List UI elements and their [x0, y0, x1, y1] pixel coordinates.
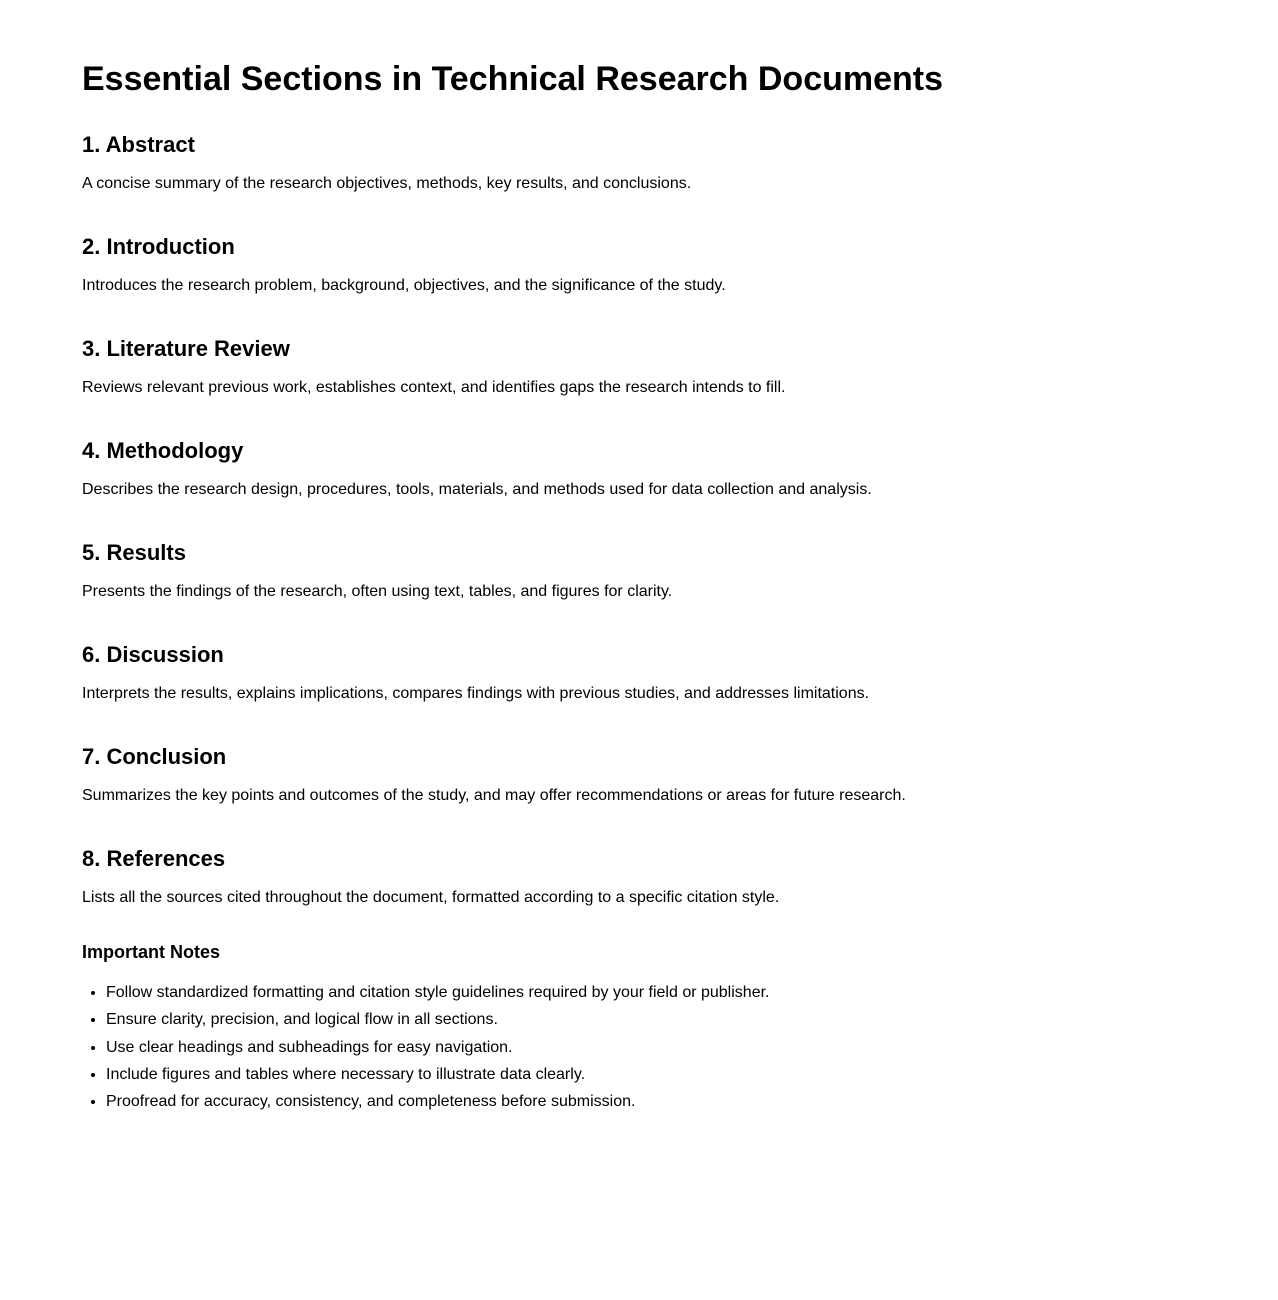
- page-title: Essential Sections in Technical Research Documents: [82, 60, 944, 98]
- list-item: • Follow standardized formatting and citation style guidelines required by your field or publisher.: [106, 979, 1278, 1006]
- section-heading: 7. Conclusion: [82, 744, 227, 769]
- section-text: Summarizes the key points and outcomes of the study, and may offer recommendations or areas for future research.: [82, 787, 906, 804]
- section-references: [82, 844, 1278, 946]
- list-item: • Ensure clarity, precision, and logical flow in all sections.: [106, 1006, 1278, 1033]
- section-heading: 3. Literature Review: [82, 336, 290, 361]
- notes-list: [82, 979, 1278, 1115]
- section-heading: 1. Abstract: [82, 132, 195, 157]
- section-text: Presents the findings of the research, often using text, tables, and figures for clarity.: [82, 583, 673, 600]
- section-heading: 6. Discussion: [82, 642, 224, 667]
- sections-list: [82, 130, 1278, 946]
- section-text: Lists all the sources cited throughout the document, formatted according to a specific citation style.: [82, 889, 780, 906]
- list-item: • Proofread for accuracy, consistency, and completeness before submission.: [106, 1088, 1278, 1115]
- section-text: A concise summary of the research objectives, methods, key results, and conclusions.: [82, 175, 692, 192]
- section-heading: 5. Results: [82, 540, 186, 565]
- section-results: [82, 538, 1278, 640]
- section-abstract: [82, 130, 1278, 232]
- section-literature-review: [82, 334, 1278, 436]
- important-notes: [82, 940, 1278, 1115]
- section-discussion: [82, 640, 1278, 742]
- section-text: Reviews relevant previous work, establishes context, and identifies gaps the research intends to fill.: [82, 379, 786, 396]
- notes-heading: Important Notes: [82, 942, 221, 962]
- section-text: Interprets the results, explains implications, compares findings with previous studies, and addresses limitations.: [82, 685, 870, 702]
- list-item: • Use clear headings and subheadings for easy navigation.: [106, 1034, 1278, 1061]
- section-introduction: [82, 232, 1278, 334]
- section-text: Describes the research design, procedures, tools, materials, and methods used for data collection and analysis.: [82, 481, 872, 498]
- section-conclusion: [82, 742, 1278, 844]
- section-heading: 4. Methodology: [82, 438, 244, 463]
- section-heading: 8. References: [82, 846, 226, 871]
- section-methodology: [82, 436, 1278, 538]
- section-text: Introduces the research problem, background, objectives, and the significance of the study.: [82, 277, 726, 294]
- list-item: • Include figures and tables where necessary to illustrate data clearly.: [106, 1061, 1278, 1088]
- section-heading: 2. Introduction: [82, 234, 235, 259]
